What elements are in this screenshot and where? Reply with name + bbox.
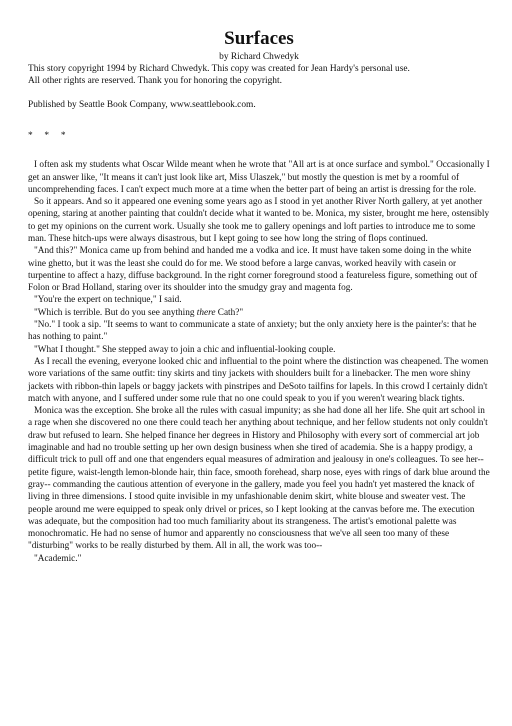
story-paragraph: Monica was the exception. She broke all the rules with casual impunity; as she had done all her life. She quit art school in a rage when she discovered no one there could teach her anything about technique, and her fellow students not only couldn't draw but refused to learn. She helped finance her degrees in History and Philosophy with every sort of commercial art job imaginable and had no trouble setting up her own design business when she tired of academia. She is a happy prodigy, a difficult trick to pull off and one that engenders equal measures of admiration and jealousy in one's colleagues. To see her-- petite figure, waist-length lemon-blonde hair, thin face, smooth forehead, sharp nose, eyes with rings of dark blue around the gray-- commanding the cautious attention of everyone in the gallery, made you feel you hadn't yet mastered the knack of living in three dimensions. I stood quite invisible in my unfashionable denim skirt, white blouse and sweater vest. The people around me were equipped to speak only drivel or prices, so I kept looking at the canvas before me. The execution was adequate, but the composition had too much familiarity about its strangeness. The artist's emotional palette was monochromatic. He had no sense of humor and apparently no consciousness that we've all seen too many of these "disturbing" works to be really disturbed by them. All in all, the work was too-- bbox=[28, 406, 490, 552]
story-paragraph: "And this?" Monica came up from behind and handed me a vodka and ice. It must have taken some doing in the white wine ghetto, but it was the least she could do for me. We stood before a large canvas, worked heavily with casein or turpentine to affect a hazy, diffuse background. In the right corner foreground stood a featureless figure, something out of Folon or Brad Holland, staring over its shoulder into the smudgy gray and magenta fog. bbox=[28, 246, 478, 294]
story-paragraph: "Academic." bbox=[34, 553, 82, 564]
emphasized-word: there bbox=[196, 307, 216, 318]
author-byline: by Richard Chwedyk bbox=[219, 52, 299, 62]
copyright-line: All other rights are reserved. Thank you for honoring the copyright. bbox=[28, 76, 282, 87]
story-title: Surfaces bbox=[224, 28, 294, 49]
story-paragraph: "You're the expert on technique," I said. bbox=[34, 295, 182, 306]
story-paragraph: "Which is terrible. But do you see anything there Cath?" bbox=[34, 307, 244, 318]
section-separator: * * * bbox=[28, 131, 66, 142]
story-paragraph: "No." I took a sip. "It seems to want to communicate a state of anxiety; but the only anxiety here is the painter's: that he has nothing to paint." bbox=[28, 320, 477, 343]
publisher-line: Published by Seattle Book Company, www.seattlebook.com. bbox=[28, 99, 256, 110]
story-body bbox=[28, 159, 490, 565]
story-paragraph: So it appears. And so it appeared one evening some years ago as I stood in yet another River North gallery, at yet another opening, staring at another painting that couldn't decide what it wanted to be. Monica, my sister, brought me here, ostensibly to get my opinions on the current work. Usually she took me to gallery openings and loft parties to introduce me to some man. These hitch-ups were always disastrous, but I kept going to see how long the string of flops continued. bbox=[28, 197, 490, 244]
copyright-notice bbox=[28, 63, 490, 88]
story-paragraph: As I recall the evening, everyone looked chic and influential to the point where the distinction was cheapened. The women wore variations of the same outfit: tiny skirts and tiny jackets with shoulders built for a linebacker. The men wore shiny jackets with ribbon-thin lapels or baggy jackets with pinstripes and DeSoto tailfins for lapels. In this crowd I certainly didn't match with anyone, and I suffered under some rule that no one could speak to you if you weren't wearing black tights. bbox=[28, 356, 489, 404]
document-page bbox=[28, 28, 490, 565]
story-paragraph: "What I thought." She stepped away to join a chic and influential-looking couple. bbox=[34, 344, 336, 355]
copyright-line: This story copyright 1994 by Richard Chwedyk. This copy was created for Jean Hardy's personal use. bbox=[28, 64, 410, 74]
story-paragraph: I often ask my students what Oscar Wilde meant when he wrote that "All art is at once surface and symbol." Occasionally I get an answer like, "It means it can't just look like art, Miss Ulaszek," but mostly the question is met by a roomful of uncomprehending faces. I can't expect much more at a time when the better part of being an artist is dressing for the role. bbox=[28, 160, 490, 195]
